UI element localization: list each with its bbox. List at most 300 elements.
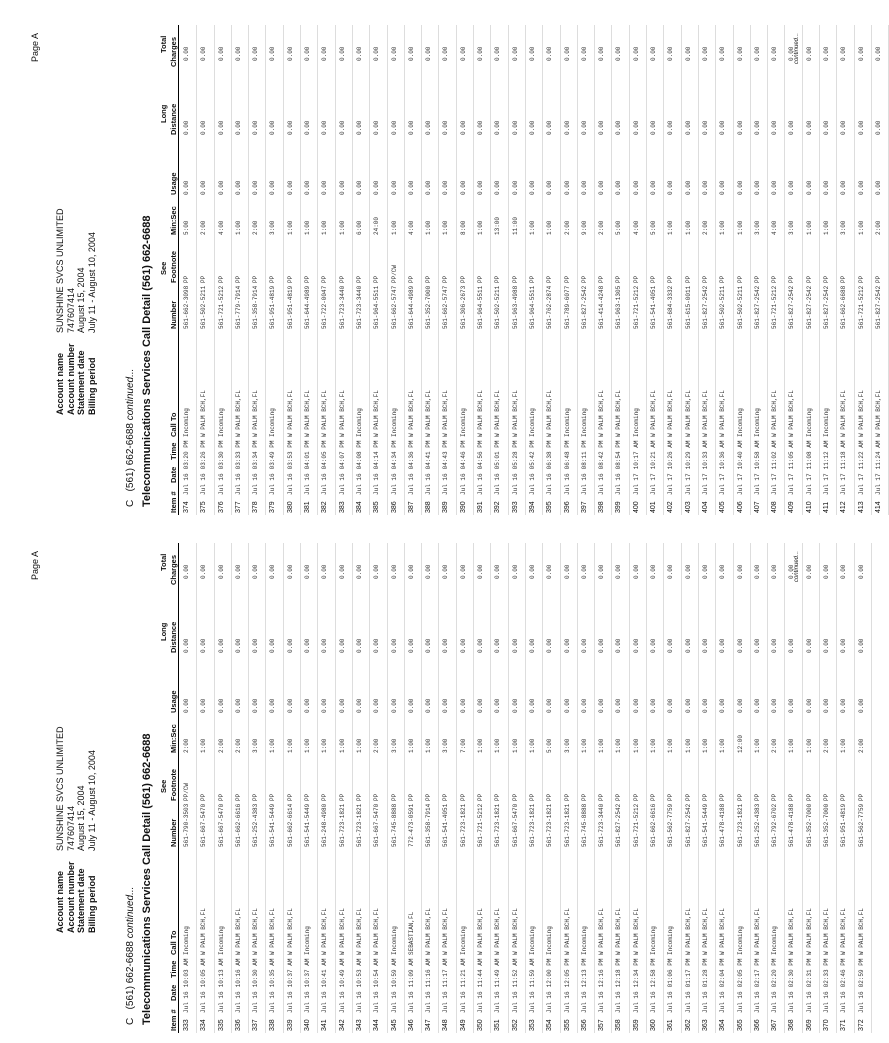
call-to: W PALM BCH,FL (338, 390, 346, 437)
call-time: 10:33 AM (701, 440, 709, 470)
call-to: Incoming (390, 408, 398, 437)
phone-number: 561-723-3440 (598, 803, 606, 847)
call-to: W PALM BCH,FL (684, 908, 692, 955)
section-title: Telecommunications Services Call Detail (561) 662-6688 (141, 215, 153, 507)
item-number: 378 (252, 501, 260, 513)
table-row (474, 543, 491, 1033)
table-header (158, 543, 179, 1033)
table-row (422, 543, 439, 1033)
phone-number: 561-723-1821 (494, 803, 502, 847)
long-distance: 0.00 (321, 638, 329, 653)
table-row (388, 543, 405, 1033)
call-to: W PALM BCH,FL (615, 908, 623, 955)
footnote: PP (286, 275, 294, 283)
date-time (287, 441, 294, 495)
phone-number: 561-502-5211 (736, 285, 744, 329)
total-charges: 0.00 (753, 46, 761, 61)
min-sec: 5:00 (615, 220, 623, 235)
total-charges: 0.00 (459, 46, 467, 61)
date-time (235, 959, 242, 1013)
long-distance: 0.00 (511, 120, 519, 135)
min-sec: 1:00 (234, 220, 242, 235)
date-time (806, 441, 813, 495)
call-date: Jul 16 (390, 473, 398, 495)
min-sec: 4:00 (407, 220, 415, 235)
table-row (543, 25, 560, 515)
call-date: Jul 16 (442, 991, 450, 1013)
usage: 0.00 (771, 698, 779, 713)
table-row (405, 543, 422, 1033)
total-charges: 0.00 (546, 564, 554, 579)
item-number: 369 (805, 1019, 813, 1031)
item-number: 344 (373, 1019, 381, 1031)
footnote: PP (459, 793, 467, 801)
usage: 0.00 (269, 698, 277, 713)
table-row (716, 543, 733, 1033)
usage: 0.00 (494, 180, 502, 195)
statement-date: August 15, 2004 (76, 785, 86, 851)
phone-number: 561-562-7759 (857, 803, 865, 847)
billing-period: July 11 - August 10, 2004 (86, 750, 97, 851)
long-distance: 0.00 (217, 638, 225, 653)
date-time (512, 959, 519, 1013)
long-distance: 0.00 (234, 638, 242, 653)
total-charges: 0.00 (650, 46, 658, 61)
footnote: PP (753, 793, 761, 801)
usage: 0.00 (528, 698, 536, 713)
phone-number: 561-827-2542 (822, 285, 830, 329)
total-charges: 0.00 (857, 46, 865, 61)
call-to: Incoming (822, 408, 830, 437)
phone-number: 561-502-5211 (200, 285, 208, 329)
usage: 0.00 (632, 180, 640, 195)
total-charges: 0.00 (338, 564, 346, 579)
col-call-to: Call To (169, 930, 178, 955)
min-sec: 3:00 (269, 220, 277, 235)
phone-number: 561-662-6616 (234, 803, 242, 847)
usage: 0.00 (321, 180, 329, 195)
min-sec: 3:00 (252, 738, 260, 753)
usage: 0.00 (771, 180, 779, 195)
call-to: Incoming (528, 408, 536, 437)
call-time: 02:17 PM (753, 958, 761, 988)
table-row (855, 543, 872, 1033)
footnote: PP (788, 275, 796, 283)
long-distance: 0.00 (632, 638, 640, 653)
date-time (373, 959, 380, 1013)
item-number: 352 (511, 1019, 519, 1031)
call-to: Incoming (736, 926, 744, 955)
min-sec: 1:00 (753, 738, 761, 753)
table-row (578, 25, 595, 515)
total-charges: 0.00 (407, 564, 415, 579)
item-number: 355 (563, 1019, 571, 1031)
call-time: 04:36 PM (407, 440, 415, 470)
table-row (422, 25, 439, 515)
date-time (650, 959, 657, 1013)
table-row (284, 543, 301, 1033)
call-date: Jul 16 (373, 991, 381, 1013)
call-date: Jul 16 (355, 991, 363, 1013)
usage: 0.00 (580, 180, 588, 195)
call-to: W PALM BCH,FL (615, 390, 623, 437)
long-distance: 0.00 (373, 120, 381, 135)
footnote: PP (373, 793, 381, 801)
min-sec: 2:00 (563, 220, 571, 235)
call-detail-rows (180, 25, 889, 515)
footnote: PP (217, 793, 225, 801)
date-time (667, 959, 674, 1013)
min-sec: 3:00 (563, 738, 571, 753)
call-to: Incoming (805, 408, 813, 437)
call-date: Jul 16 (304, 991, 312, 1013)
call-to: W PALM BCH,FL (234, 390, 242, 437)
min-sec: 9:00 (580, 220, 588, 235)
date-time (737, 959, 744, 1013)
call-time: 04:34 PM (390, 440, 398, 470)
call-date: Jul 16 (511, 991, 519, 1013)
table-row (509, 543, 526, 1033)
min-sec: 2:00 (200, 220, 208, 235)
item-number: 361 (667, 1019, 675, 1031)
col-charges: Charges (169, 554, 178, 585)
call-time: 10:40 AM (736, 440, 744, 470)
item-number: 391 (477, 501, 485, 513)
long-distance: 0.00 (684, 120, 692, 135)
total-charges: 0.00 (840, 46, 848, 61)
item-number: 388 (425, 501, 433, 513)
call-time: 10:30 AM (252, 958, 260, 988)
long-distance: 0.00 (667, 638, 675, 653)
date-time (840, 959, 847, 1013)
item-number: 372 (857, 1019, 865, 1031)
total-charges: 0.00 (373, 46, 381, 61)
call-date: Jul 16 (459, 473, 467, 495)
phone-number: 561-964-5511 (477, 285, 485, 329)
call-date: Jul 16 (615, 473, 623, 495)
col-usage: Usage (169, 172, 178, 195)
total-charges: 0.00 (650, 564, 658, 579)
long-distance: 0.00 (736, 120, 744, 135)
date-time (183, 441, 190, 495)
statement-date-label: Statement date (76, 350, 86, 415)
call-to: Incoming (217, 926, 225, 955)
call-to: W PALM BCH,FL (321, 390, 329, 437)
usage: 0.00 (598, 698, 606, 713)
phone-number: 772-473-0591 (407, 803, 415, 847)
item-number: 384 (355, 501, 363, 513)
total-charges: 0.00 (632, 46, 640, 61)
date-time (702, 441, 709, 495)
table-row (232, 25, 249, 515)
col-date: Date (169, 984, 178, 1001)
date-time (598, 959, 605, 1013)
section-phone: (561) 662-6688 (125, 423, 136, 492)
min-sec: 1:00 (857, 220, 865, 235)
call-date: Jul 16 (459, 991, 467, 1013)
call-time: 10:59 AM (390, 958, 398, 988)
date-time (564, 959, 571, 1013)
min-sec: 1:00 (546, 220, 554, 235)
phone-number: 561-252-4383 (753, 803, 761, 847)
call-time: 11:21 AM (459, 958, 467, 988)
total-charges: 0.00 (407, 46, 415, 61)
item-number: 374 (183, 501, 190, 513)
min-sec: 1:00 (650, 738, 658, 753)
item-number: 358 (615, 1019, 623, 1031)
call-date: Jul 16 (200, 473, 208, 495)
continued-footer: continued... (794, 551, 800, 583)
phone-number: 561-358-7914 (425, 803, 433, 847)
table-row (785, 25, 802, 515)
long-distance: 0.00 (286, 638, 294, 653)
total-charges: 0.00 (373, 564, 381, 579)
col-date: Date (169, 466, 178, 483)
total-charges: 0.00 (234, 46, 242, 61)
date-time (391, 959, 398, 1013)
long-distance: 0.00 (667, 120, 675, 135)
min-sec: 1:00 (736, 220, 744, 235)
call-date: Jul 17 (719, 473, 727, 495)
call-to: W PALM BCH,FL (857, 908, 865, 955)
min-sec: 1:00 (321, 220, 329, 235)
date-time (200, 959, 207, 1013)
usage: 0.00 (304, 180, 312, 195)
usage: 0.00 (719, 698, 727, 713)
long-distance: 0.00 (632, 120, 640, 135)
min-sec: 1:00 (840, 738, 848, 753)
total-charges: 0.00 (788, 46, 796, 61)
date-time (252, 441, 259, 495)
footnote: PP (857, 275, 865, 283)
total-charges: 0.00 (788, 564, 796, 579)
call-time: 10:16 AM (234, 958, 242, 988)
phone-number: 561-723-1821 (459, 803, 467, 847)
call-time: 04:01 PM (304, 440, 312, 470)
call-date: Jul 16 (321, 991, 329, 1013)
section-letter: C (125, 499, 136, 507)
min-sec: 3:00 (390, 738, 398, 753)
call-time: 11:59 AM (528, 958, 536, 988)
call-date: Jul 17 (632, 473, 640, 495)
item-number: 339 (286, 1019, 294, 1031)
call-time: 02:04 PM (719, 958, 727, 988)
min-sec: 2:00 (874, 220, 882, 235)
call-to: Incoming (667, 926, 675, 955)
call-to: Incoming (304, 926, 312, 955)
long-distance: 0.00 (269, 120, 277, 135)
usage: 0.00 (390, 180, 398, 195)
long-distance: 0.00 (857, 638, 865, 653)
phone-number: 561-792-6702 (771, 803, 779, 847)
call-date: Jul 17 (753, 473, 761, 495)
call-time: 12:16 PM (598, 958, 606, 988)
footnote: PP (632, 793, 640, 801)
call-time: 11:09 AM (407, 958, 415, 988)
col-long: Long (159, 104, 168, 123)
min-sec: 2:00 (857, 738, 865, 753)
call-time: 10:37 AM (304, 958, 312, 988)
long-distance: 0.00 (615, 120, 623, 135)
item-number: 409 (788, 501, 796, 513)
date-time (477, 441, 484, 495)
call-to: Incoming (771, 926, 779, 955)
total-charges: 0.00 (632, 564, 640, 579)
usage: 0.00 (494, 698, 502, 713)
total-charges: 0.00 (286, 46, 294, 61)
call-to: W PALM BCH,FL (840, 908, 848, 955)
call-date: Jul 17 (771, 473, 779, 495)
item-number: 366 (753, 1019, 761, 1031)
call-time: 11:05 AM (788, 440, 796, 470)
call-time: 11:12 AM (822, 440, 830, 470)
usage: 0.00 (338, 180, 346, 195)
call-time: 10:41 AM (321, 958, 329, 988)
date-time (356, 959, 363, 1013)
table-row (197, 543, 214, 1033)
footnote: PP (321, 793, 329, 801)
call-date: Jul 16 (857, 991, 865, 1013)
long-distance: 0.00 (874, 120, 882, 135)
call-to: W PALM BCH,FL (286, 390, 294, 437)
call-date: Jul 16 (304, 473, 312, 495)
table-row (301, 543, 318, 1033)
footnote: PP (546, 275, 554, 283)
phone-number: 561-722-0047 (321, 285, 329, 329)
table-row (872, 25, 889, 515)
col-distance: Distance (169, 103, 178, 135)
min-sec: 1:00 (528, 220, 536, 235)
call-date: Jul 16 (373, 473, 381, 495)
call-date: Jul 17 (736, 473, 744, 495)
date-time (806, 959, 813, 1013)
call-time: 03:20 PM (183, 440, 190, 470)
date-time (875, 441, 882, 495)
date-time (823, 441, 830, 495)
min-sec: 1:00 (511, 738, 519, 753)
call-date: Jul 16 (805, 991, 813, 1013)
item-number: 383 (338, 501, 346, 513)
usage: 0.00 (563, 698, 571, 713)
phone-number: 561-306-2673 (459, 285, 467, 329)
long-distance: 0.00 (598, 638, 606, 653)
date-time (321, 441, 328, 495)
date-time (633, 441, 640, 495)
total-charges: 0.00 (304, 46, 312, 61)
date-time (564, 441, 571, 495)
call-time: 03:49 PM (269, 440, 277, 470)
long-distance: 0.00 (719, 638, 727, 653)
call-to: Incoming (528, 926, 536, 955)
call-date: Jul 16 (286, 473, 294, 495)
usage: 0.00 (546, 180, 554, 195)
table-row (837, 543, 854, 1033)
call-date: Jul 16 (580, 991, 588, 1013)
table-row (318, 543, 335, 1033)
total-charges: 0.00 (771, 46, 779, 61)
call-date: Jul 16 (580, 473, 588, 495)
long-distance: 0.00 (355, 120, 363, 135)
call-to: W PALM BCH,FL (788, 390, 796, 437)
min-sec: 3:00 (442, 738, 450, 753)
min-sec: 1:00 (338, 220, 346, 235)
call-time: 05:01 PM (494, 440, 502, 470)
call-time: 10:36 AM (719, 440, 727, 470)
footnote: PP (840, 793, 848, 801)
total-charges: 0.00 (355, 564, 363, 579)
call-to: Incoming (459, 926, 467, 955)
usage: 0.00 (701, 698, 709, 713)
call-to: W PALM BCH,FL (407, 390, 415, 437)
phone-number: 561-723-1821 (546, 803, 554, 847)
call-time: 10:49 AM (338, 958, 346, 988)
call-time: 11:49 AM (494, 958, 502, 988)
call-time: 10:53 AM (355, 958, 363, 988)
usage: 0.00 (632, 698, 640, 713)
call-to: W PALM BCH,FL (701, 908, 709, 955)
phone-number: 561-951-4819 (286, 285, 294, 329)
statement-date: August 15, 2004 (76, 267, 86, 333)
item-number: 389 (442, 501, 450, 513)
footnote: PP (286, 793, 294, 801)
table-row (595, 543, 612, 1033)
min-sec: 1:00 (805, 738, 813, 753)
call-to: W PALM BCH,FL (373, 908, 381, 955)
footnote: PP (425, 793, 433, 801)
footnote: PP (355, 275, 363, 283)
total-charges: 0.00 (736, 46, 744, 61)
item-number: 410 (805, 501, 813, 513)
footnote: PP (477, 793, 485, 801)
usage: 0.00 (667, 180, 675, 195)
long-distance: 0.00 (477, 120, 485, 135)
date-time (581, 441, 588, 495)
usage: 0.00 (459, 180, 467, 195)
phone-number: 561-827-2542 (788, 285, 796, 329)
min-sec: 2:00 (373, 738, 381, 753)
phone-number: 561-827-2542 (753, 285, 761, 329)
call-to: W PALM BCH,FL (269, 908, 277, 955)
table-row (699, 543, 716, 1033)
call-time: 06:48 PM (563, 440, 571, 470)
total-charges: 0.00 (442, 564, 450, 579)
call-to: W PALM BCH,FL (598, 908, 606, 955)
footnote: PP (701, 275, 709, 283)
col-charges: Charges (169, 36, 178, 67)
date-time (581, 959, 588, 1013)
footnote: PP (338, 793, 346, 801)
item-number: 363 (701, 1019, 709, 1031)
item-number: 335 (217, 1019, 225, 1031)
call-time: 10:35 AM (269, 958, 277, 988)
min-sec: 1:00 (805, 220, 813, 235)
footnote: PP (598, 275, 606, 283)
call-date: Jul 16 (200, 991, 208, 1013)
usage: 0.00 (615, 180, 623, 195)
footnote: PP (615, 275, 623, 283)
total-charges: 0.00 (442, 46, 450, 61)
footnote: PP (684, 275, 692, 283)
date-time (269, 959, 276, 1013)
total-charges: 0.00 (200, 564, 208, 579)
footnote: PP (269, 275, 277, 283)
call-time: 02:31 PM (805, 958, 813, 988)
call-time: 03:53 PM (286, 440, 294, 470)
call-time: 04:56 PM (477, 440, 485, 470)
date-time (754, 959, 761, 1013)
call-time: 04:07 PM (338, 440, 346, 470)
call-date: Jul 16 (736, 991, 744, 1013)
